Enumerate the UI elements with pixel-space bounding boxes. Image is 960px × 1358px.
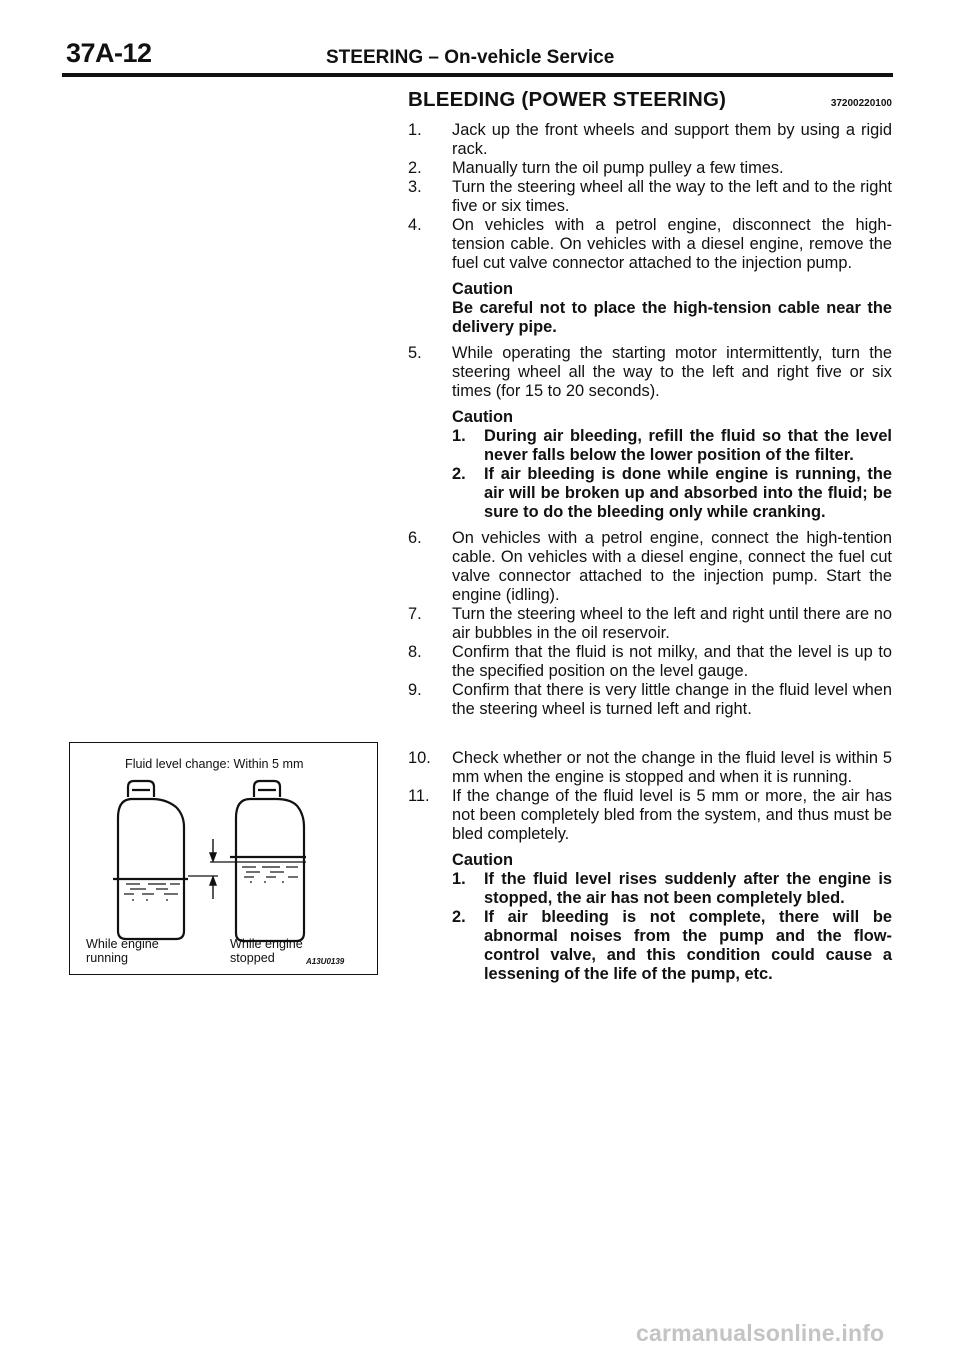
step-7 xyxy=(408,605,892,643)
label-engine-stopped xyxy=(230,937,303,965)
figure-code: A13U0139 xyxy=(306,957,345,966)
step-number: 10. xyxy=(408,749,431,767)
step-text: Confirm that there is very little change in the fluid level when the steering wheel is turned left and right. xyxy=(452,681,892,718)
label-line: stopped xyxy=(230,951,275,965)
step-number: 11. xyxy=(408,787,430,805)
step-number: 5. xyxy=(408,344,422,362)
caution-note xyxy=(452,851,892,984)
procedure-continued xyxy=(408,749,892,991)
caution-item-text: During air bleeding, refill the fluid so that the level never falls below the lower position of the filter. xyxy=(484,427,892,464)
caution-note xyxy=(452,280,892,337)
caution-item xyxy=(452,427,892,465)
step-3 xyxy=(408,178,892,216)
caution-item-text: If air bleeding is done while engine is running, the air will be broken up and absorbed into the fluid; be sure to do the bleeding only while cranking. xyxy=(484,465,892,521)
step-number: 8. xyxy=(408,643,422,661)
step-number: 7. xyxy=(408,605,422,623)
label-line: While engine xyxy=(230,937,303,951)
fluid-level-figure xyxy=(69,742,378,975)
section-title: BLEEDING (POWER STEERING) xyxy=(408,88,727,111)
caution-item-text: If air bleeding is not complete, there will be abnormal noises from the pump and the flow-control valve, and this condition could cause a lessening of the life of the pump, etc. xyxy=(484,908,892,983)
step-1 xyxy=(408,121,892,159)
step-text: Turn the steering wheel all the way to the left and to the right five or six times. xyxy=(452,178,892,215)
fluid-hatching-left xyxy=(124,884,180,900)
label-engine-running xyxy=(86,937,159,965)
step-9 xyxy=(408,681,892,719)
caution-note xyxy=(452,408,892,522)
step-4 xyxy=(408,216,892,273)
reservoir-stopped-icon xyxy=(210,781,306,941)
caution-item xyxy=(452,870,892,908)
figure-title: Fluid level change: Within 5 mm xyxy=(125,757,304,771)
step-text: If the change of the fluid level is 5 mm or more, the air has not been completely bled from the system, and thus must be bled completely. xyxy=(452,787,892,843)
caution-text: Be careful not to place the high-tension cable near the delivery pipe. xyxy=(452,299,892,336)
step-text: Turn the steering wheel to the left and right until there are no air bubbles in the oil reservoir. xyxy=(452,605,892,642)
header-divider xyxy=(62,73,893,77)
step-5 xyxy=(408,344,892,401)
step-text: On vehicles with a petrol engine, disconnect the high-tension cable. On vehicles with a diesel engine, remove the fuel cut valve connector attached to the injection pump. xyxy=(452,216,892,272)
step-number: 4. xyxy=(408,216,422,234)
fluid-hatching-right xyxy=(242,867,298,882)
caution-item xyxy=(452,465,892,522)
label-line: While engine xyxy=(86,937,159,951)
step-text: Jack up the front wheels and support them by using a rigid rack. xyxy=(452,121,892,158)
caution-item-text: If the fluid level rises suddenly after the engine is stopped, the air has not been completely bled. xyxy=(484,870,892,907)
page-number: 37A-12 xyxy=(66,38,152,68)
step-number: 6. xyxy=(408,529,422,547)
page-header-title: STEERING – On-vehicle Service xyxy=(326,47,615,68)
level-difference-arrows xyxy=(210,839,216,899)
caution-item-number: 2. xyxy=(452,465,466,483)
step-10 xyxy=(408,749,892,787)
step-8 xyxy=(408,643,892,681)
step-text: Confirm that the fluid is not milky, and that the level is up to the specified position on the level gauge. xyxy=(452,643,892,680)
caution-item-number: 2. xyxy=(452,908,466,926)
reservoir-running-icon xyxy=(113,781,218,939)
step-number: 2. xyxy=(408,159,422,177)
step-number: 3. xyxy=(408,178,422,196)
caution-label: Caution xyxy=(452,280,514,298)
step-6 xyxy=(408,529,892,605)
watermark: carmanualsonline.info xyxy=(636,1320,885,1346)
step-text: Manually turn the oil pump pulley a few times. xyxy=(452,159,784,177)
caution-label: Caution xyxy=(452,408,514,426)
step-number: 9. xyxy=(408,681,422,699)
procedure-main xyxy=(408,90,892,719)
label-line: running xyxy=(86,951,129,965)
step-2 xyxy=(408,159,892,178)
step-number: 1. xyxy=(408,121,422,139)
caution-item-number: 1. xyxy=(452,870,466,888)
step-text: Check whether or not the change in the fluid level is within 5 mm when the engine is stopped and when it is running. xyxy=(452,749,892,786)
step-11 xyxy=(408,787,892,844)
caution-item-number: 1. xyxy=(452,427,466,445)
section-code: 37200220100 xyxy=(830,98,892,109)
step-text: On vehicles with a petrol engine, connect the high-tention cable. On vehicles with a diesel engine, connect the fuel cut valve connector attached to the injection pump. Start the engine (idling). xyxy=(452,529,892,604)
caution-label: Caution xyxy=(452,851,514,869)
section-heading xyxy=(408,90,892,113)
caution-item xyxy=(452,908,892,984)
step-text: While operating the starting motor intermittently, turn the steering wheel all the way to the left and right five or six times (for 15 to 20 seconds). xyxy=(452,344,892,400)
